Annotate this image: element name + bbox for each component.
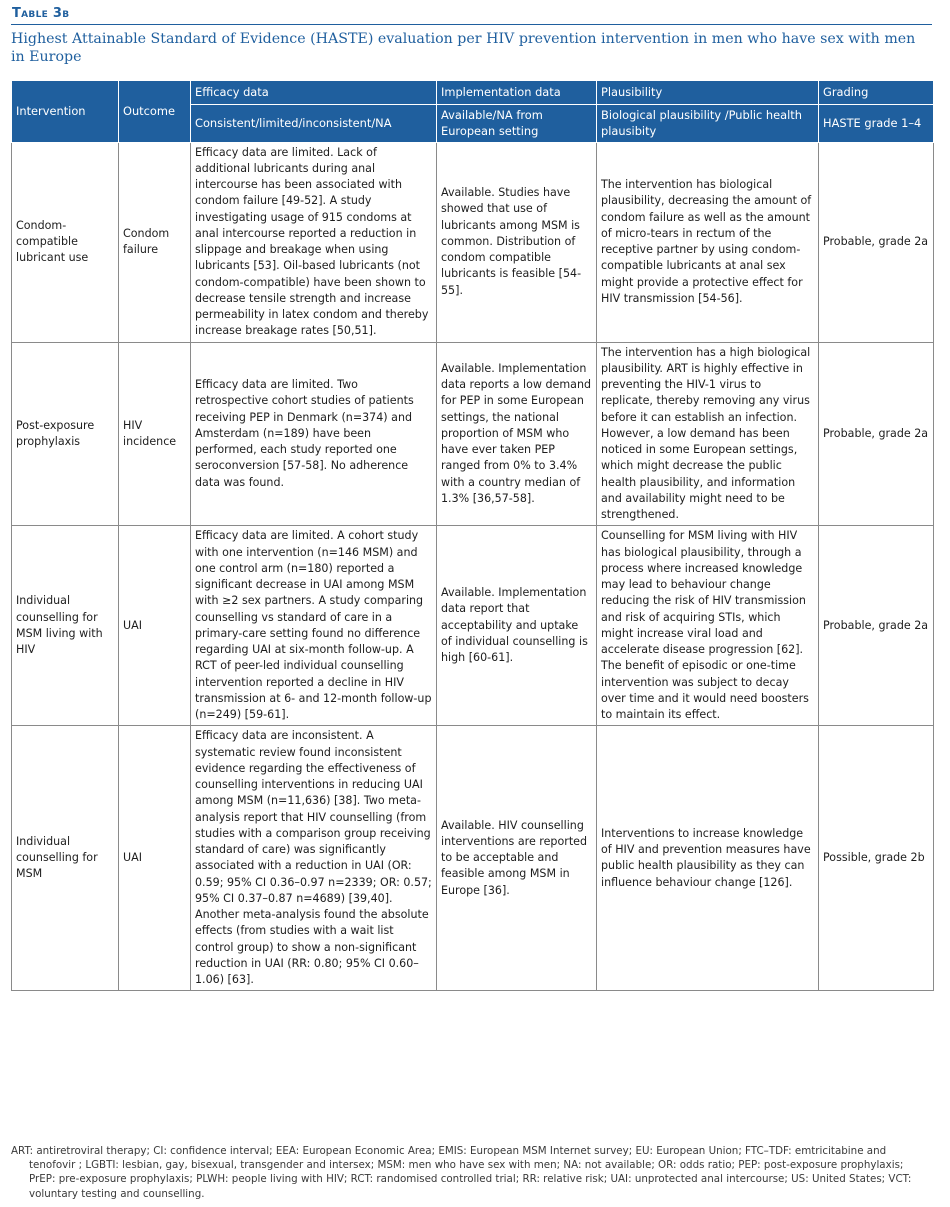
header-outcome: Outcome [119,81,191,143]
cell-efficacy: Efficacy data are limited. Two retrospective cohort studies of patients receiving PEP in Denmark (n=374) and Amsterdam (n=189) have been performed, each study reported one seroconversion [57-58]. No adherence data was found. [191,342,437,526]
header-grading-group: Grading [819,81,934,105]
table-label: Table 3b [12,6,70,21]
cell-implementation: Available. Studies have showed that use of lubricants among MSM is common. Distribution of condom compatible lubricants is feasible [54-55]. [437,142,597,342]
cell-intervention: Condom-compatible lubricant use [12,142,119,342]
abbreviations-footnote [11,1144,933,1201]
cell-implementation: Available. Implementation data report that acceptability and uptake of individual counselling is high [60-61]. [437,526,597,726]
cell-intervention: Individual counselling for MSM living with HIV [12,526,119,726]
header-plausibility-group: Plausibility [597,81,819,105]
cell-efficacy: Efficacy data are limited. Lack of additional lubricants during anal intercourse has been associated with condom failure [49-52]. A study investigating usage of 915 condoms at anal intercourse reported a reduction in slippage and breakage when using lubricants [53]. Oil-based lubricants (not condom-compatible) have been shown to decrease tensile strength and increase permeability in latex condom and thereby increase breakage rates [50,51]. [191,142,437,342]
header-intervention: Intervention [12,81,119,143]
header-implementation-sub: Available/NA from European setting [437,105,597,143]
cell-outcome: HIV incidence [119,342,191,526]
cell-outcome: UAI [119,726,191,991]
footnote-text: ART: antiretroviral therapy; CI: confidence interval; EEA: European Economic Area; EMIS: European MSM Internet survey; EU: European Union; FTC–TDF: emtricitabine and tenofovir ; LGBTI: lesbian, gay, bisexual, transgender and intersex; MSM: men who have sex with men; NA: not available; OR: odds ratio; PEP: post-exposure prophylaxis; PrEP: pre-exposure prophylaxis; PLWH: people living with HIV; RCT: randomised controlled trial; RR: relative risk; UAI: unprotected anal intercourse; US: United States; VCT: voluntary testing and counselling. [11,1145,912,1200]
table-row [12,342,934,526]
table-row [12,726,934,991]
header-plausibility-sub: Biological plausibility /Public health plausibity [597,105,819,143]
table-caption: Highest Attainable Standard of Evidence (HASTE) evaluation per HIV prevention intervention in men who have sex with men in Europe [11,31,916,65]
title-rule [11,24,932,25]
header-efficacy-group: Efficacy data [191,81,437,105]
cell-efficacy: Efficacy data are inconsistent. A systematic review found inconsistent evidence regarding the effectiveness of counselling interventions in reducing UAI among MSM (n=11,636) [38]. Two meta-analysis report that HIV counselling (from studies with a comparison group receiving standard of care) was significantly associated with a reduction in UAI (OR: 0.59; 95% CI 0.36–0.97 n=2339; OR: 0.57; 95% CI 0.37–0.87 n=4689) [39,40]. Another meta-analysis found the absolute effects (from studies with a wait list control group) to show a non-significant reduction in UAI (RR: 0.80; 95% CI 0.60–1.06) [63]. [191,726,437,991]
cell-grading: Probable, grade 2a [819,526,934,726]
header-efficacy-sub: Consistent/limited/inconsistent/NA [191,105,437,143]
cell-plausibility: Counselling for MSM living with HIV has biological plausibility, through a process where increased knowledge may lead to behaviour change reducing the risk of HIV transmission and risk of acquiring STIs, which might increase viral load and accelerate disease progression [62]. The benefit of episodic or one-time intervention was subject to decay over time and it would need boosters to maintain its effect. [597,526,819,726]
cell-plausibility: The intervention has a high biological plausibility. ART is highly effective in preventing the HIV-1 virus to replicate, thereby removing any virus before it can establish an infection. However, a low demand has been noticed in some European settings, which might decrease the public health plausibility, and information and availability might need to be strengthened. [597,342,819,526]
cell-implementation: Available. HIV counselling interventions are reported to be acceptable and feasible among MSM in Europe [36]. [437,726,597,991]
header-row-top [12,81,934,105]
cell-plausibility: Interventions to increase knowledge of HIV and prevention measures have public health plausibility as they can influence behaviour change [126]. [597,726,819,991]
cell-implementation: Available. Implementation data reports a low demand for PEP in some European settings, the national proportion of MSM who have ever taken PEP ranged from 0% to 3.4% with a country median of 1.3% [36,57-58]. [437,342,597,526]
cell-efficacy: Efficacy data are limited. A cohort study with one intervention (n=146 MSM) and one control arm (n=180) reported a significant decrease in UAI among MSM with ≥2 sex partners. A study comparing counselling vs standard of care in a primary-care setting found no difference regarding UAI at six-month follow-up. A RCT of peer-led individual counselling intervention reported a decline in HIV transmission at 6- and 12-month follow-up (n=249) [59-61]. [191,526,437,726]
header-implementation-group: Implementation data [437,81,597,105]
cell-outcome: Condom failure [119,142,191,342]
table-row [12,526,934,726]
cell-grading: Probable, grade 2a [819,342,934,526]
cell-grading: Possible, grade 2b [819,726,934,991]
cell-plausibility: The intervention has biological plausibility, decreasing the amount of condom failure as well as the amount of micro-tears in rectum of the receptive partner by using condom-compatible lubricants at anal sex might provide a protective effect for HIV transmission [54-56]. [597,142,819,342]
table-row [12,142,934,342]
cell-grading: Probable, grade 2a [819,142,934,342]
header-grading-sub: HASTE grade 1–4 [819,105,934,143]
haste-evaluation-table [11,80,934,991]
cell-intervention: Post-exposure prophylaxis [12,342,119,526]
cell-intervention: Individual counselling for MSM [12,726,119,991]
cell-outcome: UAI [119,526,191,726]
